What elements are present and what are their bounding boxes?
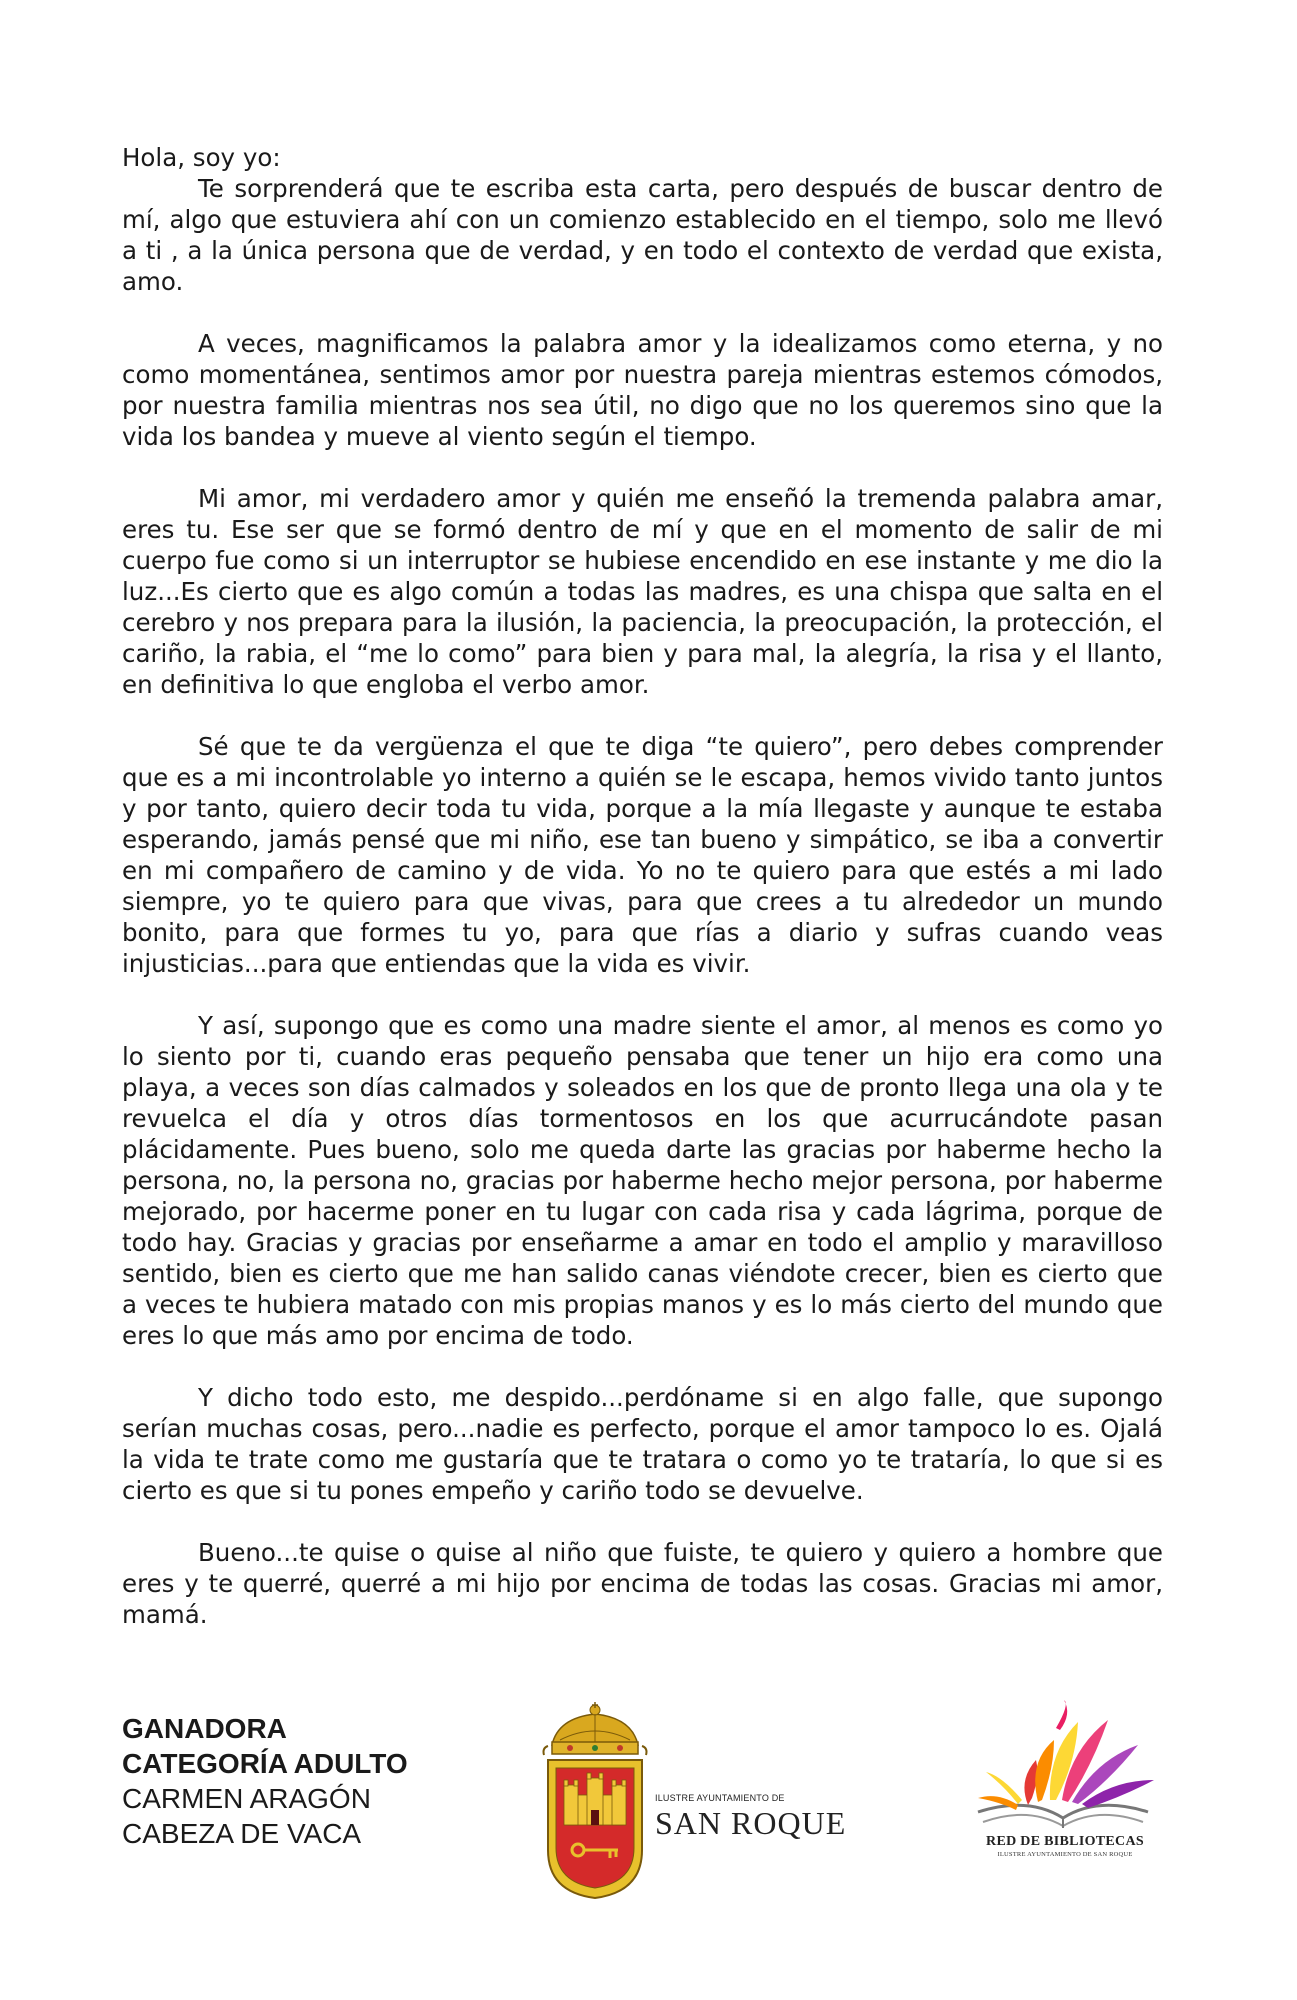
category-label: CATEGORÍA ADULTO xyxy=(122,1748,408,1779)
library-network-logo xyxy=(960,1834,1170,1858)
author-credits xyxy=(122,1711,408,1851)
san-roque-coat-of-arms-icon xyxy=(540,1700,650,1900)
letter-paragraph: Sé que te da vergüenza el que te diga “te quiero”, pero debes comprender que es a mi incontrolable yo interno a quién se le escapa, hemos vivido tanto juntos y por tanto, quiero decir toda tu vida, porque a la mía llegaste y aunque te estaba esperando, jamás pensé que mi niño, ese tan bueno y simpático, se iba a convertir en mi compañero de camino y de vida. Yo no te quiero para que estés a mi lado siempre, yo te quiero para que vivas, para que crees a tu alrededor un mundo bonito, para que formes tu yo, para que rías a diario y sufras cuando veas injusticias...para que entiendas que la vida es vivir. xyxy=(122,732,1163,978)
library-network-subtitle: ILUSTRE AYUNTAMIENTO DE SAN ROQUE xyxy=(997,1851,1133,1858)
letter-body xyxy=(122,142,1163,1630)
letter-paragraph: Te sorprenderá que te escriba esta carta, pero después de buscar dentro de mí, algo que estuviera ahí con un comienzo establecido en el tiempo, solo me llevó a ti , a la única persona que de verdad, y en todo el contexto de verdad que exista, amo. xyxy=(122,174,1163,296)
rainbow-open-book-icon xyxy=(958,1700,1168,1830)
letter-paragraph: Y dicho todo esto, me despido...perdóname si en algo falle, que supongo serían muchas cosas, pero...nadie es perfecto, porque el amor tampoco lo es. Ojalá la vida te trate como me gustaría que te tratara o como yo te trataría, lo que si es cierto es que si tu pones empeño y cariño todo se devuelve. xyxy=(122,1383,1163,1505)
letter-greeting: Hola, soy yo: xyxy=(122,143,281,172)
award-label: GANADORA xyxy=(122,1713,287,1744)
council-logo-name: SAN ROQUE xyxy=(655,1805,847,1841)
library-network-name: RED DE BIBLIOTECAS xyxy=(986,1834,1144,1849)
letter-paragraph: Bueno...te quise o quise al niño que fuiste, te quiero y quiero a hombre que eres y te querré, querré a mi hijo por encima de todas las cosas. Gracias mi amor, mamá. xyxy=(122,1538,1163,1629)
letter-paragraph: Mi amor, mi verdadero amor y quién me enseñó la tremenda palabra amar, eres tu. Ese ser que se formó dentro de mí y que en el momento de salir de mi cuerpo fue como si un interruptor se hubiese encendido en ese instante y me dio la luz...Es cierto que es algo común a todas las madres, es una chispa que salta en el cerebro y nos prepara para la ilusión, la paciencia, la preocupación, la protección, el cariño, la rabia, el “me lo como” para bien y para mal, la alegría, la risa y el llanto, en definitiva lo que engloba el verbo amor. xyxy=(122,484,1163,699)
author-name-line2: CABEZA DE VACA xyxy=(122,1818,362,1849)
letter-paragraph: Y así, supongo que es como una madre siente el amor, al menos es como yo lo siento por ti, cuando eras pequeño pensaba que tener un hijo era como una playa, a veces son días calmados y soleados en los que de pronto llega una ola y te revuelca el día y otros días tormentosos en los que acurrucándote pasan plácidamente. Pues bueno, solo me queda darte las gracias por haberme hecho la persona, no, la persona no, gracias por haberme hecho mejor persona, por haberme mejorado, por hacerme poner en tu lugar con cada risa y cada lágrima, porque de todo hay. Gracias y gracias por enseñarme a amar en todo el amplio y maravilloso sentido, bien es cierto que me han salido canas viéndote crecer, bien es cierto que a veces te hubiera matado con mis propias manos y es lo más cierto del mundo que eres lo que más amo por encima de todo. xyxy=(122,1011,1163,1350)
council-logo-top-text: ILUSTRE AYUNTAMIENTO DE xyxy=(655,1793,785,1803)
letter-paragraph: A veces, magnificamos la palabra amor y la idealizamos como eterna, y no como momentánea, sentimos amor por nuestra pareja mientras estemos cómodos, por nuestra familia mientras nos sea útil, no digo que no los queremos sino que la vida los bandea y mueve al viento según el tiempo. xyxy=(122,329,1163,451)
author-name-line1: CARMEN ARAGÓN xyxy=(122,1783,371,1814)
council-logo xyxy=(655,1793,846,1842)
crown-icon xyxy=(544,1702,647,1755)
